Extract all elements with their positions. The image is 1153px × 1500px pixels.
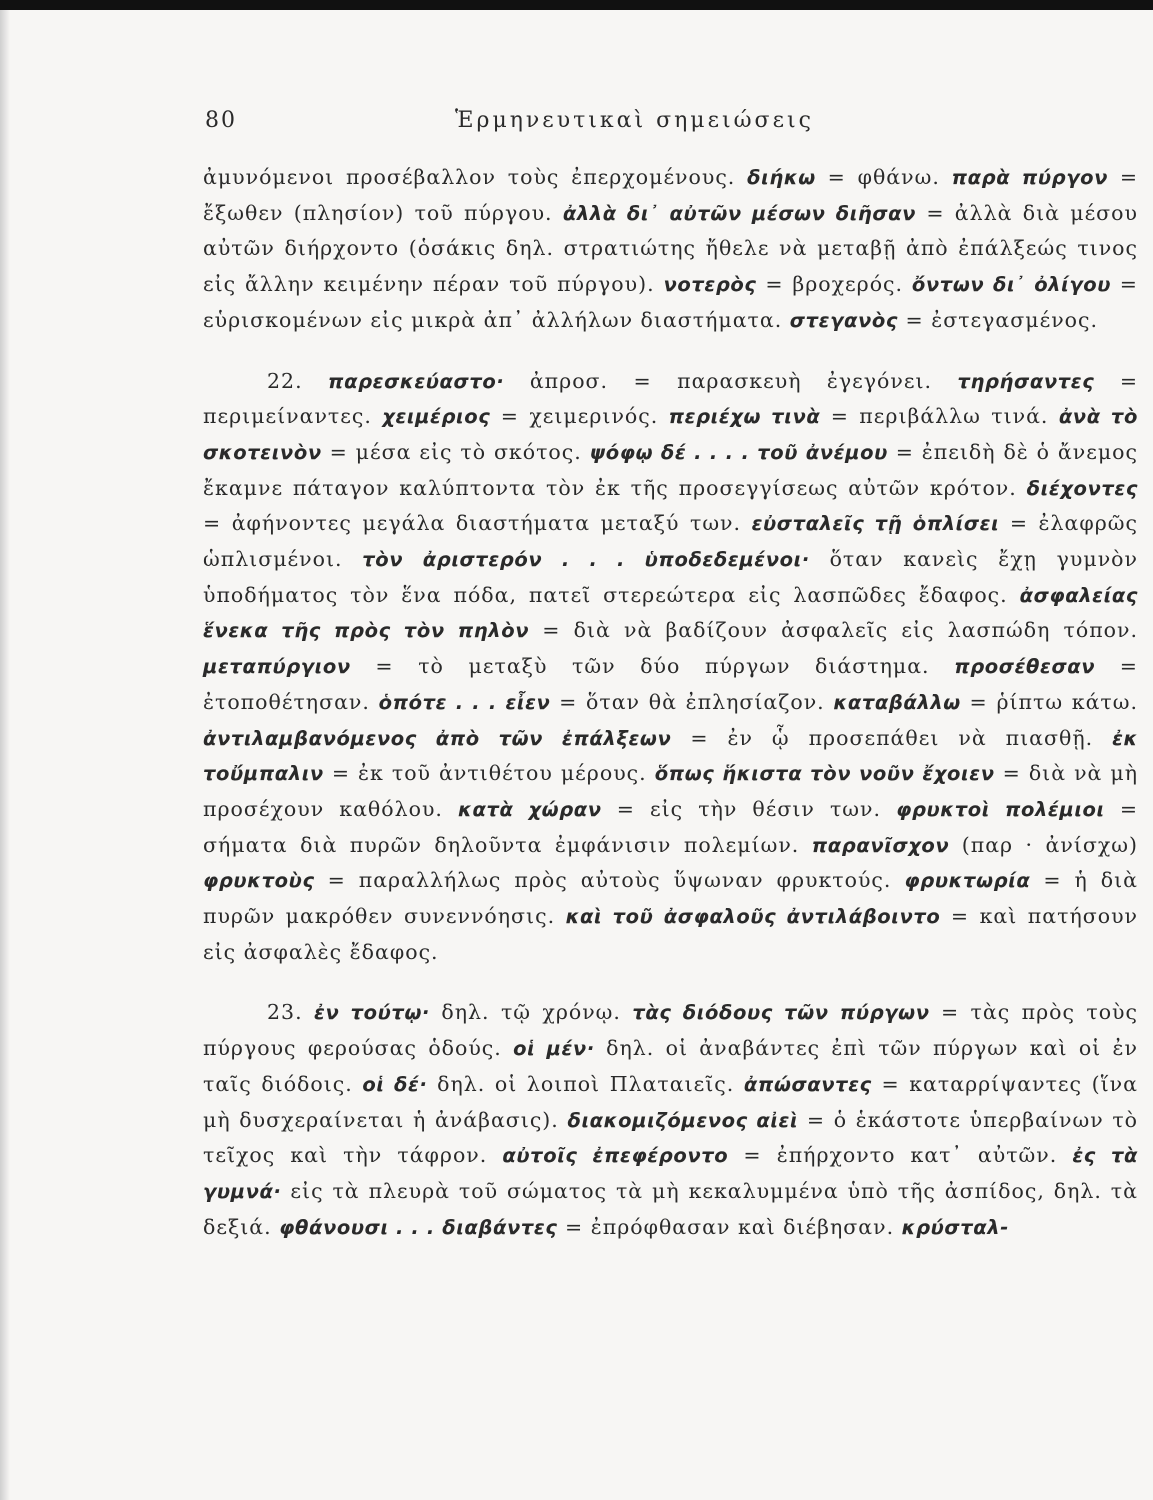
paragraph [203,160,1138,339]
lemma-term: τὸν ἀριστερόν . . . ὑποδεδεμένοι· [362,548,810,572]
gloss-text: = διὰ νὰ βαδίζουν ἀσφαλεῖς εἰς λασπώδη τόπον. [529,618,1138,643]
gloss-text: = καὶ πατήσουν εἰς ἀσφαλὲς ἔδαφος. [203,904,1138,964]
gloss-text: δηλ. οἱ ἀναβάντες ἐπὶ τῶν πύργων καὶ οἱ ἐν ταῖς διόδοις. [203,1036,1138,1096]
scan-left-shadow [0,10,10,1500]
gloss-text: = ἐστεγασμένος. [898,307,1098,332]
lemma-term: στεγανὸς [789,308,898,332]
gloss-text: = καταρρίψαντες (ἵνα μὴ δυσχεραίνεται ἡ ἀνάβασις). [203,1071,1138,1132]
lemma-term: χειμέριος [382,405,491,429]
lemma-term: αὐτοῖς ἐπεφέροντο [502,1144,729,1168]
gloss-text: = ὁ ἑκάστοτε ὑπερβαίνων τὸ τεῖχος καὶ τὴν τάφρον. [203,1107,1138,1168]
lemma-term: διήκω [747,166,816,189]
lemma-term: ἐκ τοὔμπαλιν [203,726,1139,786]
lemma-term: διακομιζόμενος αἰεὶ [567,1108,799,1132]
gloss-text: = ἐκ τοῦ ἀντιθέτου μέρους. [323,761,655,786]
gloss-text: = ὅταν θὰ ἐπλησίαζον. [550,689,834,714]
lemma-term: οἱ μέν· [513,1037,595,1061]
lemma-term: παρεσκεύαστο· [328,369,505,393]
lemma-term: φρυκτοὶ πολέμιοι [896,797,1105,821]
lemma-term: προσέθεσαν [954,655,1096,679]
gloss-text: ἀπροσ. = παρασκευὴ ἐγεγόνει. [504,368,958,393]
lemma-term: παρὰ πύργον [951,166,1109,189]
lemma-term: φρυκτοὺς [203,869,315,893]
lemma-term: ἀλλὰ δι᾽ αὐτῶν μέσων διῆσαν [562,201,917,225]
lemma-term: περιέχω τινὰ [668,405,821,429]
gloss-text: = ἡ διὰ πυρῶν μακρόθεν συνεννόησις. [203,868,1138,929]
gloss-text: = χειμερινός. [490,404,669,429]
gloss-text: = ῥίπτω κάτω. [960,689,1138,714]
paragraph [203,364,1138,971]
gloss-text: = ἐτοποθέτησαν. [203,654,1138,714]
scan-top-edge [0,0,1153,10]
gloss-text: = ἐν ᾧ προσεπάθει νὰ πιασθῇ. [671,725,1113,750]
gloss-text: = ἐπήρχοντο κατ᾽ αὐτῶν. [728,1143,1073,1168]
lemma-term: οἱ δέ· [362,1072,428,1096]
gloss-text: = διὰ νὰ μὴ προσέχουν καθόλου. [203,761,1138,821]
gloss-text: = ἐλαφρῶς ὡπλισμένοι. [203,511,1138,572]
gloss-text: δηλ. τῷ χρόνῳ. [430,1000,633,1025]
lemma-term: κατὰ χώραν [458,797,602,821]
page-number: 80 [205,108,237,133]
gloss-text: εἰς τὰ πλευρὰ τοῦ σώματος τὰ μὴ κεκαλυμμένα ὑπὸ τῆς ἀσπίδος, δηλ. τὰ δεξιά. [203,1178,1138,1239]
lemma-term: νοτερὸς [663,273,757,297]
gloss-text: δηλ. οἱ λοιποὶ Πλαταιεῖς. [427,1071,744,1096]
gloss-text: ἀμυνόμενοι προσέβαλλον τοὺς ἐπερχομένους. [203,165,748,189]
paragraph [203,995,1138,1245]
lemma-term: ἀνὰ τὸ σκοτεινὸν [203,405,1138,464]
lemma-term: ἐς τὰ γυμνά· [203,1144,1138,1203]
lemma-term: φρυκτωρία [904,869,1031,893]
lemma-term: τὰς διόδους τῶν πύργων [632,1001,930,1025]
gloss-text: 22. [267,368,329,393]
lemma-term: εὐσταλεῖς τῇ ὁπλίσει [751,512,1000,536]
lemma-term: καταβάλλω [833,690,961,714]
gloss-text: = τὰς πρὸς τοὺς πύργους φερούσας ὁδούς. [203,1000,1138,1061]
lemma-term: ἀντιλαμβανόμενος ἀπὸ τῶν ἐπάλξεων [203,726,672,750]
gloss-text: = μέσα εἰς τὸ σκότος. [321,439,590,464]
gloss-text: = σήματα διὰ πυρῶν δηλοῦντα ἐμφάνισιν πολεμίων. [203,796,1138,857]
lemma-term: ψόφῳ δέ . . . . τοῦ ἀνέμου [589,440,888,464]
gloss-text: (παρ · ἀνίσχω) [949,832,1138,857]
lemma-term: ἐν τούτῳ· [314,1001,431,1025]
lemma-term: φθάνουσι . . . διαβάντες [279,1215,558,1239]
lemma-term: τηρήσαντες [957,369,1095,393]
lemma-term: ὅπως ἥκιστα τὸν νοῦν ἔχοιεν [654,762,995,786]
gloss-text: ὅταν κανεὶς ἔχῃ γυμνὸν ὑποδήματος τὸν ἕνα πόδα, πατεῖ στερεώτερα εἰς λασπῶδες ἔδαφος. [203,547,1138,607]
gloss-text: = βροχερός. [756,272,912,297]
gloss-text: = ἀφήνοντες μεγάλα διαστήματα μεταξύ των. [203,511,752,536]
page-body [203,160,1138,1245]
gloss-text: = τὸ μεταξὺ τῶν δύο πύργων διάστημα. [350,654,955,679]
lemma-term: παρανῖσχον [811,833,950,857]
gloss-text: = εἰς τὴν θέσιν των. [601,796,897,821]
lemma-term: μεταπύργιον [203,655,351,679]
running-title: Ἑρμηνευτικαὶ σημειώσεις [455,108,814,133]
lemma-term: διέχοντες [1026,476,1138,500]
lemma-term: ἀπώσαντες [743,1072,872,1096]
lemma-term: καὶ τοῦ ἀσφαλοῦς ἀντιλάβοιντο [565,905,941,929]
gloss-text: = ἐπρόφθασαν καὶ διέβησαν. [557,1214,902,1239]
lemma-term: ὄντων δι᾽ ὀλίγου [911,273,1111,297]
gloss-text: = εὑρισκομένων εἰς μικρὰ ἀπ᾽ ἀλλήλων διαστήματα. [203,272,1138,332]
gloss-text: = περιμείναντες. [203,368,1138,429]
gloss-text: = φθάνω. [815,165,952,189]
gloss-text: 23. [267,1000,314,1025]
gloss-text: = ἐπειδὴ δὲ ὁ ἄνεμος ἔκαμνε πάταγον καλύπτοντα τὸν ἐκ τῆς προσεγγίσεως αὐτῶν κρότον. [203,439,1138,500]
gloss-text: = ἀλλὰ διὰ μέσου αὐτῶν διήρχοντο (ὁσάκις δηλ. στρατιώτης ἤθελε νὰ μεταβῇ ἀπὸ ἐπάλξεώς τινος εἰς ἄλλην κειμένην πέραν τοῦ πύργου). [203,200,1138,297]
lemma-term: κρύσταλ- [901,1215,1009,1239]
lemma-term: ὁπότε . . . εἶεν [378,690,551,714]
gloss-text: = περιβάλλω τινά. [820,404,1059,429]
page-header [205,108,1085,142]
gloss-text: = ἔξωθεν (πλησίον) τοῦ πύργου. [203,165,1138,225]
gloss-text: = παραλλήλως πρὸς αὐτοὺς ὕψωναν φρυκτούς. [314,868,905,893]
lemma-term: ἀσφαλείας ἕνεκα τῆς πρὸς τὸν πηλὸν [203,583,1138,643]
